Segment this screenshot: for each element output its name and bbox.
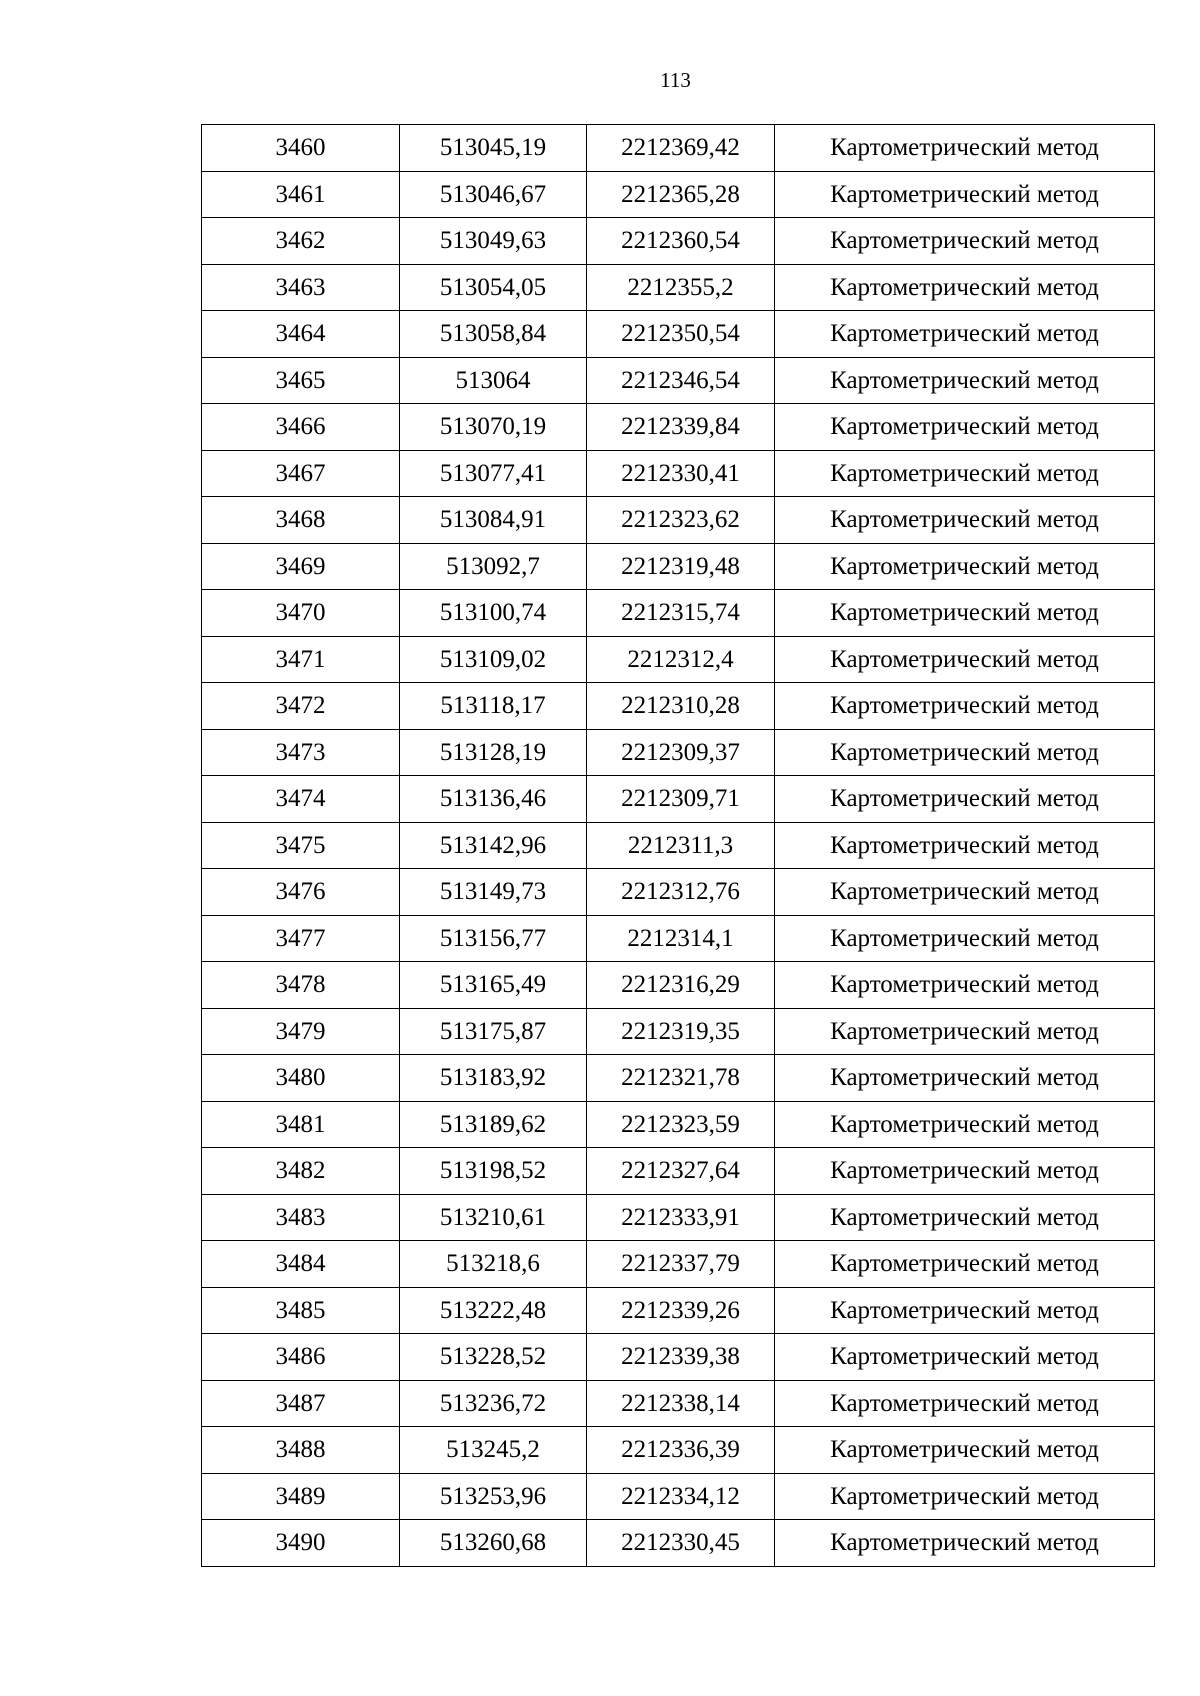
method-cell: Картометрический метод <box>775 218 1155 265</box>
y-coordinate-cell: 2212339,38 <box>587 1334 775 1381</box>
point-number-cell: 3490 <box>202 1520 400 1567</box>
x-coordinate-cell: 513253,96 <box>400 1473 587 1520</box>
y-coordinate-cell: 2212350,54 <box>587 311 775 358</box>
x-coordinate-cell: 513054,05 <box>400 264 587 311</box>
table-row <box>202 357 1155 404</box>
table-row <box>202 264 1155 311</box>
x-coordinate-cell: 513045,19 <box>400 125 587 172</box>
table-row <box>202 1241 1155 1288</box>
method-cell: Картометрический метод <box>775 636 1155 683</box>
x-coordinate-cell: 513222,48 <box>400 1287 587 1334</box>
table-row <box>202 915 1155 962</box>
method-cell: Картометрический метод <box>775 822 1155 869</box>
table-row <box>202 1520 1155 1567</box>
y-coordinate-cell: 2212321,78 <box>587 1055 775 1102</box>
y-coordinate-cell: 2212319,35 <box>587 1008 775 1055</box>
table-row <box>202 1427 1155 1474</box>
coordinates-table <box>201 124 1155 1567</box>
method-cell: Картометрический метод <box>775 311 1155 358</box>
point-number-cell: 3470 <box>202 590 400 637</box>
y-coordinate-cell: 2212365,28 <box>587 171 775 218</box>
table-row <box>202 1194 1155 1241</box>
table-row <box>202 869 1155 916</box>
x-coordinate-cell: 513142,96 <box>400 822 587 869</box>
method-cell: Картометрический метод <box>775 962 1155 1009</box>
point-number-cell: 3468 <box>202 497 400 544</box>
x-coordinate-cell: 513092,7 <box>400 543 587 590</box>
y-coordinate-cell: 2212310,28 <box>587 683 775 730</box>
method-cell: Картометрический метод <box>775 1101 1155 1148</box>
point-number-cell: 3469 <box>202 543 400 590</box>
y-coordinate-cell: 2212319,48 <box>587 543 775 590</box>
y-coordinate-cell: 2212312,4 <box>587 636 775 683</box>
table-row <box>202 1287 1155 1334</box>
x-coordinate-cell: 513118,17 <box>400 683 587 730</box>
method-cell: Картометрический метод <box>775 915 1155 962</box>
y-coordinate-cell: 2212315,74 <box>587 590 775 637</box>
y-coordinate-cell: 2212309,37 <box>587 729 775 776</box>
x-coordinate-cell: 513175,87 <box>400 1008 587 1055</box>
point-number-cell: 3489 <box>202 1473 400 1520</box>
y-coordinate-cell: 2212369,42 <box>587 125 775 172</box>
method-cell: Картометрический метод <box>775 450 1155 497</box>
x-coordinate-cell: 513136,46 <box>400 776 587 823</box>
x-coordinate-cell: 513210,61 <box>400 1194 587 1241</box>
y-coordinate-cell: 2212323,59 <box>587 1101 775 1148</box>
table-row <box>202 1101 1155 1148</box>
point-number-cell: 3481 <box>202 1101 400 1148</box>
y-coordinate-cell: 2212309,71 <box>587 776 775 823</box>
x-coordinate-cell: 513260,68 <box>400 1520 587 1567</box>
table-row <box>202 1380 1155 1427</box>
y-coordinate-cell: 2212339,84 <box>587 404 775 451</box>
method-cell: Картометрический метод <box>775 1334 1155 1381</box>
point-number-cell: 3472 <box>202 683 400 730</box>
table-row <box>202 1008 1155 1055</box>
table-row <box>202 1055 1155 1102</box>
method-cell: Картометрический метод <box>775 1287 1155 1334</box>
method-cell: Картометрический метод <box>775 1008 1155 1055</box>
y-coordinate-cell: 2212339,26 <box>587 1287 775 1334</box>
point-number-cell: 3480 <box>202 1055 400 1102</box>
x-coordinate-cell: 513100,74 <box>400 590 587 637</box>
y-coordinate-cell: 2212355,2 <box>587 264 775 311</box>
table-row <box>202 822 1155 869</box>
point-number-cell: 3466 <box>202 404 400 451</box>
point-number-cell: 3460 <box>202 125 400 172</box>
y-coordinate-cell: 2212311,3 <box>587 822 775 869</box>
method-cell: Картометрический метод <box>775 590 1155 637</box>
point-number-cell: 3465 <box>202 357 400 404</box>
method-cell: Картометрический метод <box>775 869 1155 916</box>
table-body <box>202 125 1155 1567</box>
y-coordinate-cell: 2212312,76 <box>587 869 775 916</box>
table-row <box>202 683 1155 730</box>
method-cell: Картометрический метод <box>775 1427 1155 1474</box>
method-cell: Картометрический метод <box>775 543 1155 590</box>
x-coordinate-cell: 513064 <box>400 357 587 404</box>
x-coordinate-cell: 513149,73 <box>400 869 587 916</box>
point-number-cell: 3485 <box>202 1287 400 1334</box>
table-row <box>202 404 1155 451</box>
method-cell: Картометрический метод <box>775 171 1155 218</box>
point-number-cell: 3461 <box>202 171 400 218</box>
point-number-cell: 3476 <box>202 869 400 916</box>
method-cell: Картометрический метод <box>775 264 1155 311</box>
table-row <box>202 962 1155 1009</box>
x-coordinate-cell: 513218,6 <box>400 1241 587 1288</box>
x-coordinate-cell: 513198,52 <box>400 1148 587 1195</box>
y-coordinate-cell: 2212346,54 <box>587 357 775 404</box>
table-row <box>202 450 1155 497</box>
y-coordinate-cell: 2212334,12 <box>587 1473 775 1520</box>
table-row <box>202 636 1155 683</box>
y-coordinate-cell: 2212337,79 <box>587 1241 775 1288</box>
table-row <box>202 311 1155 358</box>
point-number-cell: 3486 <box>202 1334 400 1381</box>
table-row <box>202 1148 1155 1195</box>
x-coordinate-cell: 513165,49 <box>400 962 587 1009</box>
y-coordinate-cell: 2212314,1 <box>587 915 775 962</box>
method-cell: Картометрический метод <box>775 404 1155 451</box>
method-cell: Картометрический метод <box>775 776 1155 823</box>
point-number-cell: 3473 <box>202 729 400 776</box>
point-number-cell: 3462 <box>202 218 400 265</box>
y-coordinate-cell: 2212330,45 <box>587 1520 775 1567</box>
y-coordinate-cell: 2212330,41 <box>587 450 775 497</box>
y-coordinate-cell: 2212327,64 <box>587 1148 775 1195</box>
point-number-cell: 3477 <box>202 915 400 962</box>
x-coordinate-cell: 513183,92 <box>400 1055 587 1102</box>
x-coordinate-cell: 513077,41 <box>400 450 587 497</box>
x-coordinate-cell: 513070,19 <box>400 404 587 451</box>
y-coordinate-cell: 2212336,39 <box>587 1427 775 1474</box>
method-cell: Картометрический метод <box>775 1148 1155 1195</box>
y-coordinate-cell: 2212333,91 <box>587 1194 775 1241</box>
x-coordinate-cell: 513109,02 <box>400 636 587 683</box>
point-number-cell: 3478 <box>202 962 400 1009</box>
method-cell: Картометрический метод <box>775 1055 1155 1102</box>
x-coordinate-cell: 513084,91 <box>400 497 587 544</box>
point-number-cell: 3479 <box>202 1008 400 1055</box>
method-cell: Картометрический метод <box>775 729 1155 776</box>
x-coordinate-cell: 513236,72 <box>400 1380 587 1427</box>
x-coordinate-cell: 513156,77 <box>400 915 587 962</box>
point-number-cell: 3474 <box>202 776 400 823</box>
x-coordinate-cell: 513189,62 <box>400 1101 587 1148</box>
point-number-cell: 3484 <box>202 1241 400 1288</box>
x-coordinate-cell: 513058,84 <box>400 311 587 358</box>
page-number: 113 <box>660 68 691 92</box>
method-cell: Картометрический метод <box>775 1473 1155 1520</box>
table-row <box>202 729 1155 776</box>
point-number-cell: 3463 <box>202 264 400 311</box>
table-row <box>202 590 1155 637</box>
method-cell: Картометрический метод <box>775 683 1155 730</box>
x-coordinate-cell: 513049,63 <box>400 218 587 265</box>
method-cell: Картометрический метод <box>775 125 1155 172</box>
x-coordinate-cell: 513228,52 <box>400 1334 587 1381</box>
table-row <box>202 171 1155 218</box>
table-row <box>202 1473 1155 1520</box>
table-row <box>202 125 1155 172</box>
point-number-cell: 3482 <box>202 1148 400 1195</box>
x-coordinate-cell: 513245,2 <box>400 1427 587 1474</box>
table-row <box>202 218 1155 265</box>
method-cell: Картометрический метод <box>775 1194 1155 1241</box>
point-number-cell: 3488 <box>202 1427 400 1474</box>
x-coordinate-cell: 513128,19 <box>400 729 587 776</box>
point-number-cell: 3467 <box>202 450 400 497</box>
point-number-cell: 3483 <box>202 1194 400 1241</box>
point-number-cell: 3475 <box>202 822 400 869</box>
table-row <box>202 776 1155 823</box>
method-cell: Картометрический метод <box>775 1520 1155 1567</box>
y-coordinate-cell: 2212338,14 <box>587 1380 775 1427</box>
table-row <box>202 497 1155 544</box>
y-coordinate-cell: 2212323,62 <box>587 497 775 544</box>
x-coordinate-cell: 513046,67 <box>400 171 587 218</box>
table-row <box>202 543 1155 590</box>
table-row <box>202 1334 1155 1381</box>
y-coordinate-cell: 2212360,54 <box>587 218 775 265</box>
method-cell: Картометрический метод <box>775 1380 1155 1427</box>
method-cell: Картометрический метод <box>775 1241 1155 1288</box>
method-cell: Картометрический метод <box>775 357 1155 404</box>
point-number-cell: 3487 <box>202 1380 400 1427</box>
y-coordinate-cell: 2212316,29 <box>587 962 775 1009</box>
method-cell: Картометрический метод <box>775 497 1155 544</box>
point-number-cell: 3464 <box>202 311 400 358</box>
point-number-cell: 3471 <box>202 636 400 683</box>
